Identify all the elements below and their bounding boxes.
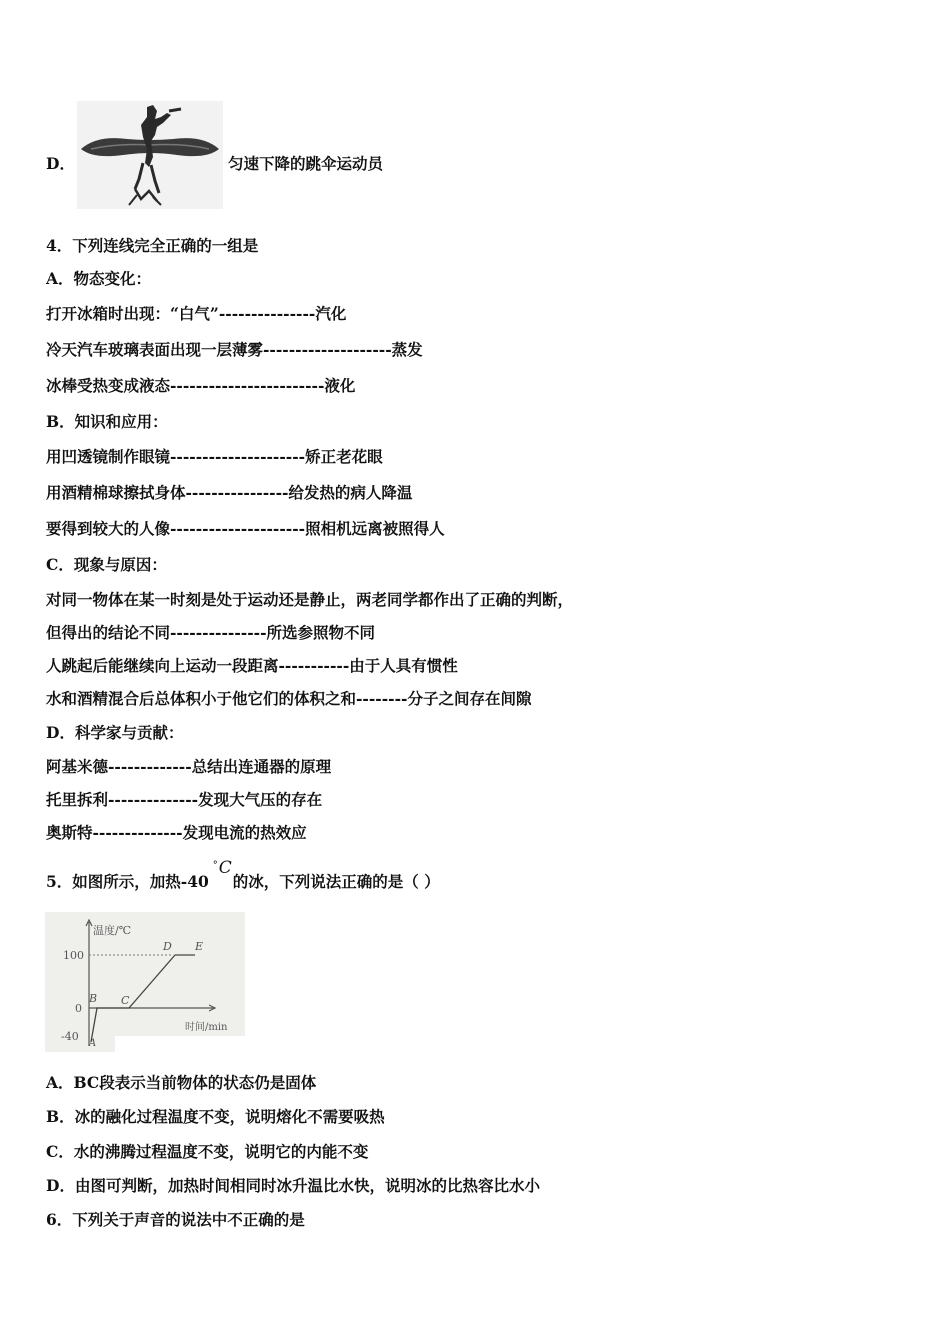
q4-a-item-1: 打开冰箱时出现：“白气”---------------汽化 (46, 304, 347, 323)
q4-d-item-2: 托里拆利--------------发现大气压的存在 (46, 790, 323, 809)
q4-a-heading: A．物态变化： (46, 269, 152, 288)
q4-c-heading: C．现象与原因： (46, 555, 167, 574)
y-tick-0: 0 (75, 1002, 82, 1015)
x-axis-label: 时间/min (185, 1022, 228, 1033)
y-tick-minus40: -40 (61, 1030, 79, 1043)
degree-symbol: ° (212, 860, 218, 871)
y-tick-100: 100 (63, 949, 84, 962)
skydiver-photo-icon (77, 101, 223, 209)
q4-c-item-2: 但得出的结论不同---------------所选参照物不同 (46, 623, 375, 642)
q4-c-item-3: 人跳起后能继续向上运动一段距离-----------由于人具有惯性 (46, 656, 458, 675)
q5-option-c: C．水的沸腾过程温度不变，说明它的内能不变 (46, 1142, 369, 1161)
q5-stem-after: 的冰，下列说法正确的是（ ） (232, 872, 440, 891)
point-c-label: C (121, 994, 130, 1007)
q4-c-item-1: 对同一物体在某一时刻是处于运动还是静止，两老同学都作出了正确的判断， (46, 590, 574, 609)
q6-stem: 6．下列关于声音的说法中不正确的是 (46, 1210, 305, 1229)
point-d-label: D (163, 940, 172, 953)
q4-b-heading: B．知识和应用： (46, 412, 168, 431)
y-axis-label: 温度/℃ (93, 924, 132, 937)
option-d-text: 匀速下降的跳伞运动员 (228, 154, 384, 173)
point-e-label: E (195, 940, 204, 953)
q4-d-item-3: 奥斯特--------------发现电流的热效应 (46, 823, 307, 842)
q5-option-a: A．BC段表示当前物体的状态仍是固体 (46, 1073, 317, 1092)
celsius-unit (209, 858, 233, 892)
q4-stem: 4．下列连线完全正确的一组是 (46, 236, 259, 255)
q4-b-item-1: 用凹透镜制作眼镜---------------------矫正老花眼 (46, 447, 383, 466)
temperature-time-graph (45, 912, 245, 1052)
point-a-label: A (89, 1038, 97, 1049)
q4-d-heading: D．科学家与贡献： (46, 723, 184, 742)
q5-option-d: D．由图可判断，加热时间相同时冰升温比水快，说明冰的比热容比水小 (46, 1176, 540, 1195)
q4-b-item-3: 要得到较大的人像---------------------照相机远离被照得人 (46, 519, 445, 538)
q5-stem (46, 858, 440, 892)
q4-a-item-2: 冷天汽车玻璃表面出现一层薄雾--------------------蒸发 (46, 340, 423, 359)
q4-b-item-2: 用酒精棉球擦拭身体----------------给发热的病人降温 (46, 483, 413, 502)
q4-d-item-1: 阿基米德-------------总结出连通器的原理 (46, 757, 332, 776)
unit-letter: C (218, 858, 232, 878)
q4-c-item-4: 水和酒精混合后总体积小于他它们的体积之和--------分子之间存在间隙 (46, 689, 532, 708)
q5-option-b: B．冰的融化过程温度不变，说明熔化不需要吸热 (46, 1107, 385, 1126)
q5-stem-before: 5．如图所示，加热-40 (46, 872, 209, 891)
option-d-label: D． (46, 154, 75, 173)
point-b-label: B (89, 992, 98, 1005)
q4-a-item-3: 冰棒受热变成液态------------------------液化 (46, 376, 356, 395)
